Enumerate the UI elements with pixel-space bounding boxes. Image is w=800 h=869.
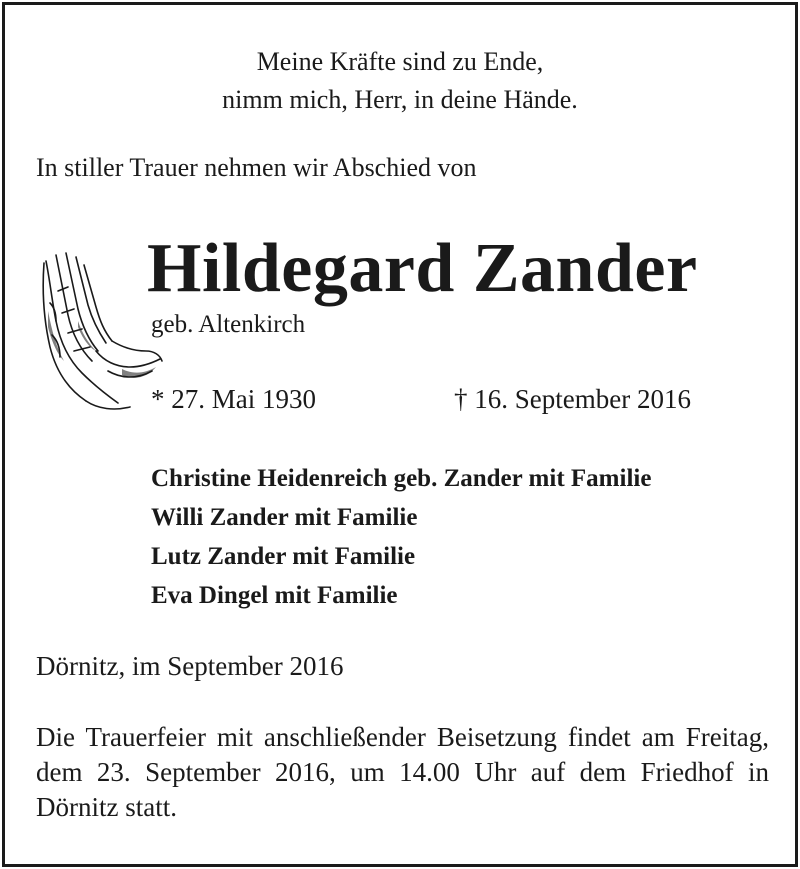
intro-text: In stiller Trauer nehmen wir Abschied von xyxy=(36,153,477,182)
mourners-list xyxy=(151,459,651,615)
motto-line-1: Meine Kräfte sind zu Ende, xyxy=(256,47,544,76)
mourner-entry: Eva Dingel mit Familie xyxy=(151,582,398,609)
mourner-entry: Lutz Zander mit Familie xyxy=(151,543,416,570)
birth-name: geb. Altenkirch xyxy=(151,311,306,338)
mourner-entry: Willi Zander mit Familie xyxy=(151,504,418,531)
motto-line-2: nimm mich, Herr, in deine Hände. xyxy=(222,85,578,114)
funeral-notice: Die Trauerfeier mit anschließender Beisetzung findet am Freitag, dem 23. September 2016, um 14.00 Uhr auf dem Friedhof in Dörnitz statt. xyxy=(36,722,769,822)
obituary-notice xyxy=(2,2,798,867)
mourner-entry: Christine Heidenreich geb. Zander mit Familie xyxy=(151,465,652,492)
deceased-name: Hildegard Zander xyxy=(147,230,698,307)
birth-date: * 27. Mai 1930 xyxy=(151,384,316,414)
death-date: † 16. September 2016 xyxy=(454,384,691,414)
place-date: Dörnitz, im September 2016 xyxy=(36,651,344,681)
